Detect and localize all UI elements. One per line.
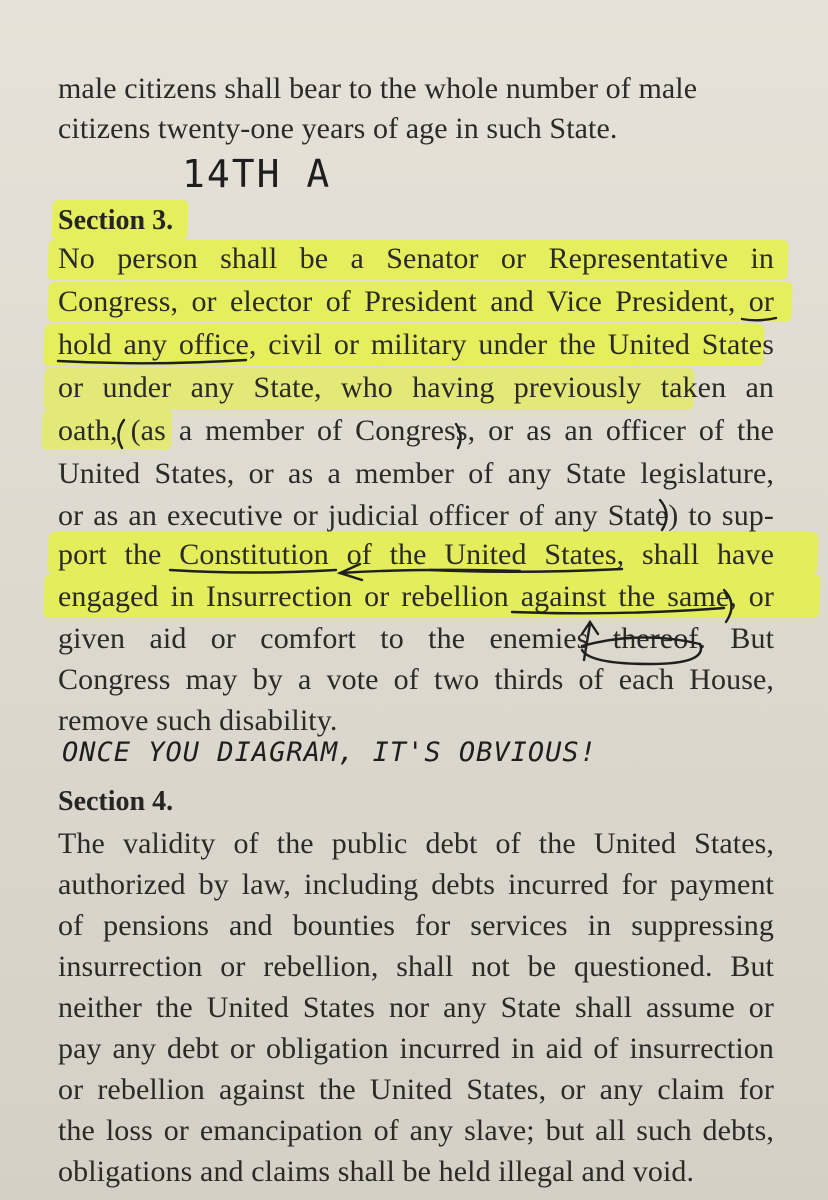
section-4-line: neither the United States nor any State shall assume or bbox=[58, 991, 774, 1024]
section-4-line: authorized by law, including debts incurred for payment bbox=[58, 868, 774, 901]
text-line: male citizens shall bear to the whole number of male bbox=[58, 72, 698, 105]
section-3-line: engaged in Insurrection or rebellion against the same, or bbox=[58, 580, 774, 613]
handwritten-note-diagram: ONCE YOU DIAGRAM, IT'S OBVIOUS! bbox=[62, 737, 597, 768]
section-4-line: pay any debt or obligation incurred in aid of insurrection bbox=[58, 1032, 774, 1065]
section-3-line: Congress, or elector of President and Vice President, or bbox=[58, 285, 774, 318]
section-3-line: port the Constitution of the United States, shall have bbox=[58, 538, 774, 571]
section-4-line: the loss or emancipation of any slave; but all such debts, bbox=[58, 1114, 774, 1147]
section-3-line: hold any office, civil or military under the United States bbox=[58, 328, 774, 361]
section-3-heading: Section 3. bbox=[58, 205, 174, 236]
section-3-line: or as an executive or judicial officer of any State) to sup- bbox=[58, 499, 774, 532]
section-4-line: insurrection or rebellion, shall not be questioned. But bbox=[58, 950, 774, 983]
section-4-heading: Section 4. bbox=[58, 786, 174, 817]
handwritten-note-14th-amendment: 14TH A bbox=[182, 152, 332, 196]
section-3-line: or under any State, who having previously taken an bbox=[58, 371, 774, 404]
section-4-line: of pensions and bounties for services in suppressing bbox=[58, 909, 774, 942]
section-4-line: The validity of the public debt of the United States, bbox=[58, 827, 774, 860]
section-3-line: United States, or as a member of any State legislature, bbox=[58, 457, 774, 490]
section-3-line: remove such disability. bbox=[58, 704, 338, 737]
section-4-line: or rebellion against the United States, or any claim for bbox=[58, 1073, 774, 1106]
section-3-line: given aid or comfort to the enemies thereof. But bbox=[58, 622, 774, 655]
section-4-line: obligations and claims shall be held illegal and void. bbox=[58, 1155, 695, 1188]
section-3-line: Congress may by a vote of two thirds of each House, bbox=[58, 663, 774, 696]
section-3-line: oath, (as a member of Congress, or as an officer of the bbox=[58, 414, 774, 447]
text-line: citizens twenty-one years of age in such State. bbox=[58, 112, 618, 145]
section-3-line: No person shall be a Senator or Representative in bbox=[58, 242, 774, 275]
